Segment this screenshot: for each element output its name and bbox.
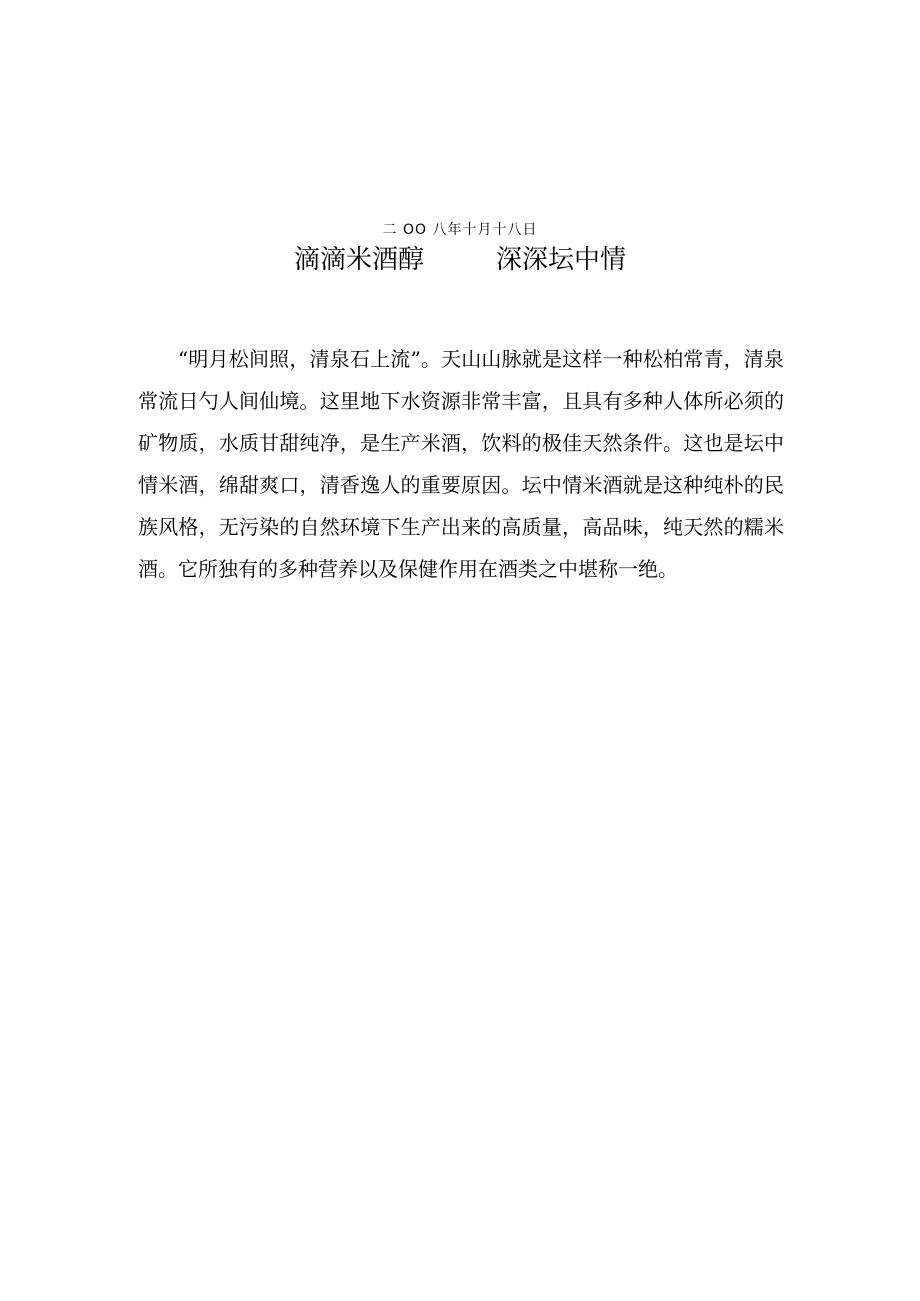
page-title: [0, 242, 920, 278]
body-paragraph: “明月松间照，清泉石上流”。天山山脉就是这样一种松柏常青，清泉常流日勺人间仙境。这里地下水资源非常丰富，且具有多种人体所必须的矿物质，水质甘甜纯净，是生产米酒，饮料的极佳天然条件。这也是坛中情米酒，绵甜爽口，清香逸人的重要原因。坛中情米酒就是这种纯朴的民族风格，无污染的自然环境下生产出来的高质量，高品味，纯天然的糯米酒。它所独有的多种营养以及保健作用在酒类之中堪称一绝。: [138, 347, 784, 581]
title-right: 深深坛中情: [496, 245, 627, 275]
date-line: 二 OO 八年十月十八日: [382, 222, 538, 238]
title-left: 滴滴米酒醇: [293, 245, 424, 275]
